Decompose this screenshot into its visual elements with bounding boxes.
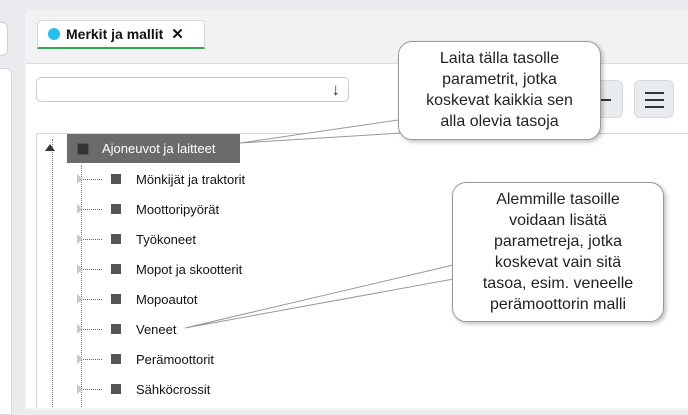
callout-top <box>398 41 601 140</box>
callout-line: voidaan lisätä <box>509 212 607 229</box>
callout-line: perämoottorin malli <box>489 296 627 313</box>
callout-line: parametreja, jotka <box>493 233 623 250</box>
callout-bottom <box>452 182 664 322</box>
tree-node-label: Ajoneuvot ja laitteet <box>102 141 216 156</box>
callout-line: koskevat vain sitä <box>494 254 622 271</box>
tree-node-label: Mönkijät ja traktorit <box>136 171 246 187</box>
tab-label: Merkit ja mallit <box>66 26 164 42</box>
tree-node-label: Mopot ja skootterit <box>136 261 243 277</box>
callout-line: Laita tälla tasolle <box>439 50 560 67</box>
callout-line: tasoa, esim. veneelle <box>482 275 634 292</box>
arrow-down-icon[interactable]: ↓ <box>331 80 340 99</box>
callout-line: alla olevia tasoja <box>440 113 559 130</box>
tree-node-label: Sähköcrossit <box>136 381 211 397</box>
callout-line: koskevat kaikkia sen <box>426 92 573 109</box>
tree-node-label: Moottoripyörät <box>136 201 220 217</box>
tree-node-label: Työkoneet <box>136 231 196 247</box>
close-icon[interactable]: ✕ <box>171 26 184 43</box>
tree-node-label: Veneet <box>136 321 177 337</box>
tree-node-label: Perämoottorit <box>136 351 215 367</box>
callout-line: Alemmille tasoille <box>496 191 620 208</box>
tree-node-label: Mopoautot <box>136 291 198 307</box>
callout-line: parametrit, jotka <box>442 71 557 88</box>
